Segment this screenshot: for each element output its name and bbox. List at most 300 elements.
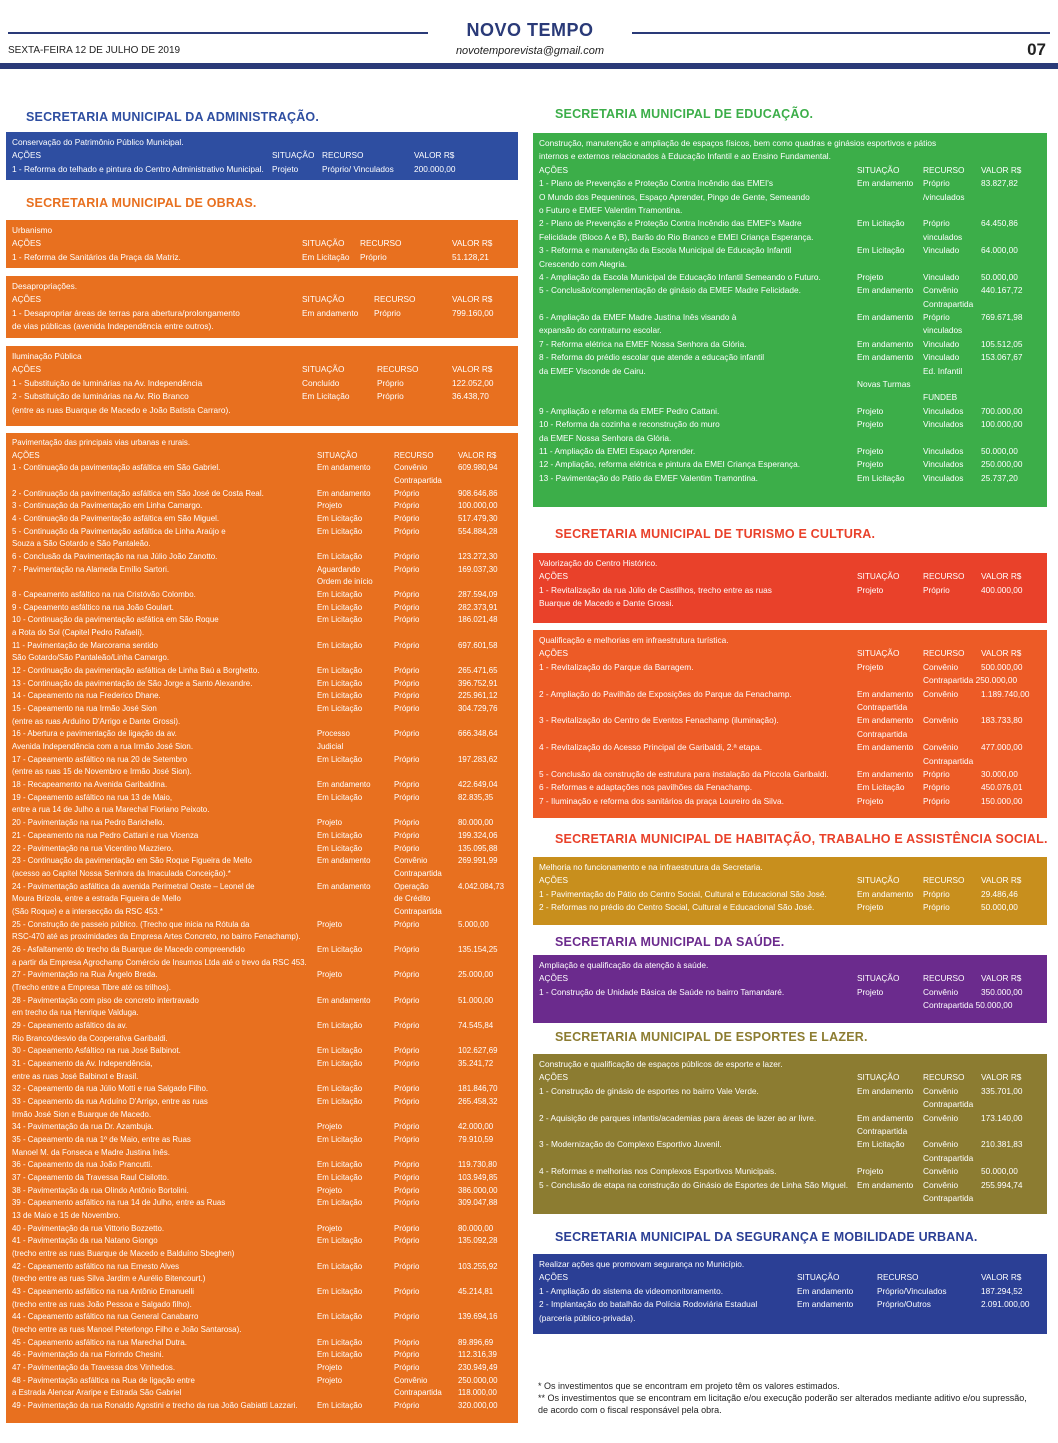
action-cell: Valorização do Centro Histórico. [539,558,658,568]
table-row [12,602,512,615]
resource-cell: Próprio [394,1185,420,1195]
status-cell: Projeto [857,271,884,282]
resource-cell: Próprio [394,1160,420,1170]
resource-cell: Próprio/Outros [877,1299,931,1310]
table-row [12,995,512,1008]
resource-cell: Contrapartida 50.000,00 [923,1000,1013,1011]
status-cell: Em Licitação [317,704,363,714]
resource-cell: Próprio [394,780,420,790]
value-cell: 50.000,00 [981,271,1018,282]
table-row [12,728,512,741]
table-row [12,526,512,539]
action-cell: 37 - Capeamento da Travessa Raul Cisilotto. [12,1172,170,1182]
resource-cell: Próprio [394,995,420,1005]
table-row [539,741,1041,754]
resource-cell: RECURSO [923,648,965,659]
action-cell: (acesso ao Capitel Nossa Senhora da Imaculada Conceição).* [12,868,231,878]
action-cell: Construção e qualificação de espaços públicos de esporte e lazer. [539,1059,783,1069]
action-cell: AÇÕES [12,294,42,305]
section-title-habitacao: SECRETARIA MUNICIPAL DE HABITAÇÃO, TRABALHO E ASSISTÊNCIA SOCIAL. [555,832,1048,846]
action-cell: 10 - Reforma da cozinha e reconstrução do muro [539,419,720,430]
value-cell: 265.471,65 [458,666,498,676]
status-cell: Em andamento [302,307,359,318]
table-row [539,795,1041,808]
resource-cell: Próprio [923,768,950,779]
action-cell: 3 - Revitalização do Centro de Eventos Fenachamp (iluminação). [539,715,779,726]
value-cell: 25.000,00 [458,970,494,980]
table-row [12,1337,512,1350]
status-cell: SITUAÇÃO [857,1072,900,1083]
section-box [533,553,1047,623]
status-cell: Projeto [317,970,343,980]
value-cell: 265.458,32 [458,1096,498,1106]
table-row [12,817,512,830]
status-cell: Em andamento [317,780,371,790]
status-cell: Em Licitação [317,1236,363,1246]
resource-cell: Vinculado [923,352,960,363]
action-cell: 22 - Pavimentação na rua Vicentino Mazziero. [12,843,174,853]
status-cell: Projeto [857,795,884,806]
value-cell: 82.835,35 [458,792,494,802]
status-cell: Projeto [857,445,884,456]
table-row [539,324,1041,337]
value-cell: 135.095,88 [458,843,498,853]
status-cell: SITUAÇÃO [857,571,900,582]
status-cell: Projeto [857,902,884,913]
value-cell: 799.160,00 [452,307,494,318]
action-cell: AÇÕES [12,150,42,161]
resource-cell: Próprio [394,1198,420,1208]
resource-cell: Próprio [394,501,420,511]
status-cell: SITUAÇÃO [272,150,315,161]
resource-cell: FUNDEB [923,392,958,403]
status-cell: Projeto [317,1375,343,1385]
value-cell: VALOR R$ [981,571,1022,582]
resource-cell: Convênio [923,688,959,699]
resource-cell: Próprio [394,1287,420,1297]
table-row [539,1192,1041,1205]
action-cell: 2 - Implantação do batalhão da Polícia Rodoviária Estadual [539,1299,758,1310]
action-cell: 4 - Revitalização do Acesso Principal de Garibaldi, 2.ª etapa. [539,742,763,753]
section-title-esportes: SECRETARIA MUNICIPAL DE ESPORTES E LAZER. [555,1030,868,1044]
table-row [12,1058,512,1071]
action-cell: AÇÕES [539,1072,569,1083]
status-cell: Em Licitação [317,666,363,676]
resource-cell: Próprio [923,888,950,899]
action-cell: 40 - Pavimentação da rua Vittorio Bozzetto. [12,1223,165,1233]
action-cell: Rio Branco/desvio da Cooperativa Garibaldi. [12,1033,168,1043]
resource-cell: Convênio [394,463,428,473]
action-cell: Pavimentação das principais vias urbanas e rurais. [12,438,191,447]
resource-cell: Próprio [923,312,950,323]
table-row [539,1312,1041,1325]
status-cell: Projeto [317,501,343,511]
header-rule-right [632,32,1050,34]
table-row [539,1285,1041,1298]
value-cell: 169.037,30 [458,564,498,574]
action-cell: (São Roque) e a intersecção da RSC 453.* [12,906,163,916]
resource-cell: Próprio [394,830,420,840]
table-row [12,1387,512,1400]
resource-cell: Vinculados [923,459,964,470]
table-row [539,284,1041,297]
action-cell: AÇÕES [539,973,569,984]
resource-cell: Próprio [923,795,950,806]
table-row [12,1210,512,1223]
status-cell: Em andamento [857,338,914,349]
box-heading [539,1058,1041,1071]
resource-cell: Vinculados [923,445,964,456]
table-row [12,843,512,856]
resource-cell: Próprio [394,1046,420,1056]
action-cell: 24 - Pavimentação asfáltica da avenida Perimetral Oeste – Leonel de [12,881,255,891]
action-cell: Manoel M. da Fonseca e Madre Justina Inês. [12,1147,170,1157]
value-cell: 118.000,00 [458,1388,497,1398]
action-cell: 30 - Capeamento Asfáltico na rua José Balbinot. [12,1046,181,1056]
resource-cell: Próprio [394,1363,420,1373]
status-cell: Projeto [857,584,884,595]
resource-cell: Próprio [394,843,420,853]
status-cell: SITUAÇÃO [857,648,900,659]
resource-cell: Próprio [394,944,420,954]
resource-cell: RECURSO [923,1072,965,1083]
status-cell: Em Licitação [317,1046,363,1056]
status-cell: Projeto [857,1166,884,1177]
table-row [12,906,512,919]
action-cell: Urbanismo [12,225,53,235]
table-row [12,1261,512,1274]
action-cell: 11 - Ampliação da EMEI Espaço Aprender. [539,445,696,456]
resource-cell: Próprio [394,691,420,701]
action-cell: 5 - Conclusão da construção de estrutura para instalação da Píccola Garibaldi. [539,768,829,779]
box-heading [539,861,1041,874]
status-cell: SITUAÇÃO [302,364,345,375]
table-row [12,1375,512,1388]
resource-cell: Próprio [923,178,950,189]
status-cell: Em Licitação [317,514,363,524]
action-cell: (entre as ruas Buarque de Macedo e João Batista Carraro). [12,404,231,415]
table-row [12,868,512,881]
resource-cell: Vinculado [923,338,960,349]
value-cell: 210.381,83 [981,1139,1023,1150]
page-number: 07 [1027,40,1046,59]
table-row [12,703,512,716]
action-cell: 38 - Pavimentação da rua Olindo Antônio Bortolini. [12,1185,189,1195]
column-headers [539,647,1041,660]
action-cell: AÇÕES [12,364,42,375]
status-cell: Projeto [857,419,884,430]
table-row [539,405,1041,418]
table-row [539,418,1041,431]
resource-cell: Próprio [394,1223,420,1233]
footnote: ** Os investimentos que se encontram em licitação e/ou execução poderão ser alterados mediante aditivo e/ou supressão, [538,1393,1027,1403]
action-cell: Moura Brizola, entre a estrada Figueira de Mello [12,894,181,904]
value-cell: 122.052,00 [452,377,494,388]
table-row [12,716,512,729]
action-cell: 7 - Pavimentação na Alameda Emílio Sartori. [12,564,170,574]
status-cell: Em andamento [797,1285,854,1296]
section-box [533,955,1047,1023]
table-row [539,1098,1041,1111]
action-cell: 4 - Continuação da Pavimentação asfáltica em São Miguel. [12,514,220,524]
value-cell: VALOR R$ [452,238,493,249]
status-cell: SITUAÇÃO [857,875,900,886]
value-cell: 103.949,85 [458,1172,498,1182]
box-heading [539,1258,1041,1271]
footnote: de acordo com o fiscal responsável pela obra. [538,1405,722,1415]
table-row [12,1121,512,1134]
section-box [6,220,518,268]
status-cell: Em andamento [857,1085,914,1096]
resource-cell: Próprio [394,818,420,828]
value-cell: 139.694,16 [458,1312,498,1322]
table-row [539,1112,1041,1125]
value-cell: 422.649,04 [458,780,498,790]
status-cell: Em Licitação [317,1312,363,1322]
status-cell: Em Licitação [857,245,905,256]
action-cell: 3 - Continuação da Pavimentação em Linha Camargo. [12,501,203,511]
resource-cell: Próprio [394,729,420,739]
table-row [539,150,1041,163]
table-row [539,258,1041,271]
status-cell: SITUAÇÃO [302,294,345,305]
value-cell: VALOR R$ [981,164,1022,175]
resource-cell: Próprio [394,970,420,980]
resource-cell: Próprio [923,584,950,595]
action-cell: RSC-470 até as proximidades da Empresa Artes Concreto, no bairro Fenachamp). [12,932,301,942]
table-row [12,690,512,703]
resource-cell: Próprio [394,615,420,625]
action-cell: (entre as ruas Arduíno D'Arrigo e Dante Grossi). [12,716,181,726]
table-row [12,513,512,526]
table-row [12,576,512,589]
resource-cell: Convênio [923,1085,959,1096]
masthead-email[interactable]: novotemporevista@gmail.com [455,45,605,57]
action-cell: 1 - Desapropriar áreas de terras para abertura/prolongamento [12,307,240,318]
resource-cell: Vinculados [923,405,964,416]
footnote: * Os investimentos que se encontram em projeto têm os valores estimados. [538,1381,840,1391]
table-row [12,678,512,691]
resource-cell: Próprio [360,251,387,262]
resource-cell: Próprio/Vinculados [877,1285,947,1296]
action-cell: 36 - Capeamento da rua João Prancutti. [12,1160,153,1170]
resource-cell: Próprio [394,704,420,714]
table-row [539,768,1041,781]
action-cell: 47 - Pavimentação da Travessa dos Vinhedos. [12,1363,176,1373]
action-cell: 39 - Capeamento asfáltico na rua 14 de Julho, entre as Ruas [12,1198,226,1208]
table-row [12,982,512,995]
status-cell: Em andamento [857,1179,914,1190]
value-cell: 79.910,59 [458,1134,494,1144]
table-row [539,986,1041,999]
status-cell: Em Licitação [317,526,363,536]
action-cell: Avenida Independência com a rua Irmão José Sion. [12,742,194,752]
action-cell: 1 - Revitalização do Parque da Barragem. [539,661,694,672]
resource-cell: Vinculado [923,245,960,256]
resource-cell: Próprio [394,1236,420,1246]
box-heading [539,634,1041,647]
value-cell: 517.479,30 [458,514,498,524]
value-cell: VALOR R$ [452,364,493,375]
table-row [12,163,512,176]
action-cell: 5 - Continuação da Pavimentação asfáltica de Linha Araújo e [12,526,226,536]
value-cell: 287.594,09 [458,590,498,600]
resource-cell: RECURSO [877,1272,919,1283]
value-cell: 477.000,00 [981,742,1023,753]
resource-cell: Contrapartida [923,1192,974,1203]
action-cell: AÇÕES [539,1272,569,1283]
value-cell: 304.729,76 [458,704,498,714]
value-cell: 309.047,88 [458,1198,498,1208]
table-row [12,551,512,564]
table-row [12,792,512,805]
value-cell: 255.994,74 [981,1179,1023,1190]
action-cell: 17 - Capeamento asfáltico na rua 20 de Setembro [12,754,188,764]
action-cell: 34 - Pavimentação da rua Dr. Azambuja. [12,1122,154,1132]
value-cell: 230.949,49 [458,1363,498,1373]
resource-cell: Contrapartida [923,1152,974,1163]
resource-cell: Vinculado [923,271,960,282]
table-row [539,901,1041,914]
table-row [12,564,512,577]
table-row [12,804,512,817]
action-cell: 1 - Continuação da pavimentação asfáltica em São Gabriel. [12,463,221,473]
table-row [539,378,1041,391]
resource-cell: Convênio [923,1112,959,1123]
value-cell: 50.000,00 [981,445,1018,456]
resource-cell: Próprio [394,1401,420,1411]
status-cell: Processo [317,729,350,739]
action-cell: 46 - Pavimentação da rua Fiorindo Chesini. [12,1350,164,1360]
box-heading [12,350,512,363]
action-cell: da EMEF Visconde de Cairu. [539,365,646,376]
table-row [12,1071,512,1084]
value-cell: 400.000,00 [981,584,1023,595]
action-cell: 13 - Continuação da pavimentação de São Jorge a Santo Alexandre. [12,678,253,688]
status-cell: Ordem de início [317,577,373,587]
value-cell: 350.000,00 [981,986,1023,997]
section-box [6,132,518,180]
section-box [533,1254,1047,1334]
section-title-turismo: SECRETARIA MUNICIPAL DE TURISMO E CULTURA. [555,527,876,541]
value-cell: 320.000,00 [458,1401,498,1411]
masthead-title: NOVO TEMPO [466,20,594,40]
action-cell: 11 - Pavimentação de Marcorama sentido [12,640,158,650]
status-cell: Em Licitação [317,552,363,562]
table-row [539,1298,1041,1311]
resource-cell: RECURSO [377,364,419,375]
action-cell: 3 - Reforma e manutenção da Escola Municipal de Educação Infantil [539,245,792,256]
table-row [12,1109,512,1122]
status-cell: Em Licitação [317,944,363,954]
value-cell: 396.752,91 [458,678,498,688]
column-headers [539,972,1041,985]
table-row [539,217,1041,230]
header-rule-left [8,32,428,34]
status-cell: Projeto [857,459,884,470]
resource-cell: /vinculados [923,191,965,202]
table-row [12,1096,512,1109]
status-cell: Em Licitação [317,1134,363,1144]
value-cell: 173.140,00 [981,1112,1023,1123]
action-cell: AÇÕES [539,164,569,175]
value-cell: 200.000,00 [414,163,456,174]
table-row [539,271,1041,284]
table-row [539,472,1041,485]
status-cell: Em Licitação [317,1058,363,1068]
table-row [539,728,1041,741]
table-row [12,1273,512,1286]
status-cell: Em Licitação [317,1261,363,1271]
action-cell: 6 - Conclusão da Pavimentação na rua Júlio João Zanotto. [12,552,218,562]
value-cell: 697.601,58 [458,640,498,650]
status-cell: SITUAÇÃO [857,973,900,984]
action-cell: (parceria público-privada). [539,1312,636,1323]
action-cell: 9 - Capeamento asfáltico na rua João Goulart. [12,602,174,612]
table-row [12,1286,512,1299]
table-row [539,1085,1041,1098]
section-box [6,276,518,338]
resource-cell: vinculados [923,231,963,242]
resource-cell: Próprio [394,1058,420,1068]
table-row [12,589,512,602]
status-cell: Projeto [317,1223,343,1233]
section-box [533,857,1047,925]
value-cell: 554.884,28 [458,526,498,536]
action-cell: 32 - Capeamento da rua Júlio Motti e rua Salgado Filho. [12,1084,209,1094]
resource-cell: Próprio [923,782,950,793]
status-cell: Em Licitação [317,843,363,853]
status-cell: Em Licitação [317,1084,363,1094]
resource-cell: Próprio [394,1337,420,1347]
resource-cell: RECURSO [923,875,965,886]
action-cell: 12 - Ampliação, reforma elétrica e pintura da EMEI Criança Esperança. [539,459,801,470]
resource-cell: Convênio [394,1375,428,1385]
value-cell: VALOR R$ [458,450,497,460]
resource-cell: Próprio [394,590,420,600]
value-cell: 100.000,00 [981,419,1023,430]
action-cell: São Gotardo/São Pantaleão/Linha Camargo. [12,653,170,663]
resource-cell: Ed. Infantil [923,365,963,376]
table-row [12,307,512,320]
action-cell: 1 - Revitalização da rua Júlio de Castilhos, trecho entre as ruas [539,584,772,595]
resource-cell: vinculados [923,325,963,336]
value-cell: 500.000,00 [981,661,1023,672]
action-cell: entre as ruas José Balbinot e Brasil. [12,1071,139,1081]
box-heading [12,136,512,149]
resource-cell: Próprio [394,488,420,498]
table-row [539,432,1041,445]
table-row [12,1185,512,1198]
table-row [539,191,1041,204]
action-cell: 5 - Conclusão de etapa na construção do Ginásio de Esportes de Linha São Miguel. [539,1179,849,1190]
section-title-administracao: SECRETARIA MUNICIPAL DA ADMINISTRAÇÃO. [26,110,320,124]
action-cell: a partir da Empresa Agrochamp Comércio de Insumos Ltda até o trevo da RSC 453. [12,957,307,967]
table-row [12,404,512,417]
status-cell: Em Licitação [317,1287,363,1297]
resource-cell: Próprio [394,919,420,929]
status-cell: SITUAÇÃO [302,238,345,249]
resource-cell: Próprio [394,1134,420,1144]
column-headers [12,363,512,376]
value-cell: 51.128,21 [452,251,489,262]
resource-cell: Próprio [394,666,420,676]
value-cell: 225.961,12 [458,691,498,701]
status-cell: Em Licitação [317,640,363,650]
column-headers [12,450,512,463]
table-row [539,231,1041,244]
status-cell: Em Licitação [317,1096,363,1106]
